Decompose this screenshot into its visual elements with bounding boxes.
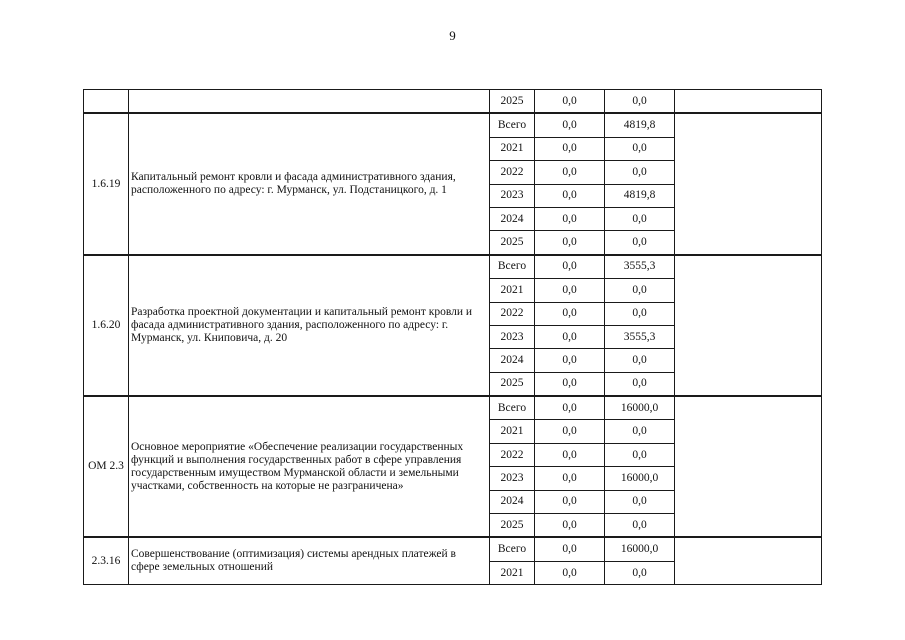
cell-year: 2021 bbox=[490, 561, 535, 584]
cell-value-2: 16000,0 bbox=[605, 537, 675, 561]
row-code: 2.3.16 bbox=[84, 537, 129, 584]
cell-value-1: 0,0 bbox=[535, 207, 605, 230]
cell-value-1: 0,0 bbox=[535, 490, 605, 513]
row-name bbox=[129, 90, 490, 114]
cell-year: 2021 bbox=[490, 137, 535, 160]
row-note bbox=[675, 537, 822, 584]
cell-year: Всего bbox=[490, 255, 535, 279]
cell-year: Всего bbox=[490, 113, 535, 137]
row-code: ОМ 2.3 bbox=[84, 396, 129, 537]
cell-year: 2021 bbox=[490, 420, 535, 443]
cell-year: Всего bbox=[490, 396, 535, 420]
cell-value-1: 0,0 bbox=[535, 231, 605, 255]
cell-value-1: 0,0 bbox=[535, 113, 605, 137]
page-number: 9 bbox=[449, 28, 456, 43]
cell-value-2: 4819,8 bbox=[605, 113, 675, 137]
cell-value-1: 0,0 bbox=[535, 537, 605, 561]
cell-value-1: 0,0 bbox=[535, 137, 605, 160]
cell-value-1: 0,0 bbox=[535, 372, 605, 396]
cell-value-2: 0,0 bbox=[605, 231, 675, 255]
cell-value-2: 3555,3 bbox=[605, 325, 675, 348]
cell-value-1: 0,0 bbox=[535, 325, 605, 348]
cell-value-2: 16000,0 bbox=[605, 467, 675, 490]
row-code: 1.6.19 bbox=[84, 113, 129, 254]
budget-table-body bbox=[84, 90, 822, 585]
cell-value-1: 0,0 bbox=[535, 184, 605, 207]
row-note bbox=[675, 255, 822, 396]
cell-value-2: 0,0 bbox=[605, 279, 675, 302]
cell-value-2: 16000,0 bbox=[605, 396, 675, 420]
cell-value-2: 3555,3 bbox=[605, 255, 675, 279]
row-name: Капитальный ремонт кровли и фасада административного здания, расположенного по адресу: г. Мурманск, ул. Подстаницкого, д. 1 bbox=[129, 113, 490, 254]
row-name: Разработка проектной документации и капитальный ремонт кровли и фасада административного здания, расположенного по адресу: г. Мурманск, ул. Книповича, д. 20 bbox=[129, 255, 490, 396]
cell-value-1: 0,0 bbox=[535, 90, 605, 114]
cell-value-1: 0,0 bbox=[535, 302, 605, 325]
cell-year: 2025 bbox=[490, 372, 535, 396]
row-code: 1.6.20 bbox=[84, 255, 129, 396]
table-row bbox=[84, 396, 822, 420]
row-name: Совершенствование (оптимизация) системы арендных платежей в сфере земельных отношений bbox=[129, 537, 490, 584]
row-note bbox=[675, 113, 822, 254]
cell-value-2: 0,0 bbox=[605, 420, 675, 443]
cell-value-1: 0,0 bbox=[535, 443, 605, 466]
cell-year: 2023 bbox=[490, 325, 535, 348]
cell-year: 2024 bbox=[490, 349, 535, 372]
cell-value-1: 0,0 bbox=[535, 514, 605, 538]
cell-value-2: 0,0 bbox=[605, 372, 675, 396]
table-row bbox=[84, 255, 822, 279]
cell-year: 2024 bbox=[490, 490, 535, 513]
cell-value-2: 0,0 bbox=[605, 561, 675, 584]
cell-year: 2022 bbox=[490, 161, 535, 184]
table-row bbox=[84, 537, 822, 561]
cell-value-2: 4819,8 bbox=[605, 184, 675, 207]
cell-year: 2022 bbox=[490, 443, 535, 466]
cell-value-1: 0,0 bbox=[535, 349, 605, 372]
cell-year: 2025 bbox=[490, 514, 535, 538]
cell-value-2: 0,0 bbox=[605, 443, 675, 466]
cell-value-2: 0,0 bbox=[605, 302, 675, 325]
cell-year: 2024 bbox=[490, 207, 535, 230]
cell-year: 2023 bbox=[490, 184, 535, 207]
cell-year: 2025 bbox=[490, 90, 535, 114]
cell-value-1: 0,0 bbox=[535, 255, 605, 279]
cell-value-1: 0,0 bbox=[535, 279, 605, 302]
cell-year: 2021 bbox=[490, 279, 535, 302]
cell-value-2: 0,0 bbox=[605, 490, 675, 513]
cell-value-2: 0,0 bbox=[605, 90, 675, 114]
cell-value-2: 0,0 bbox=[605, 349, 675, 372]
budget-table bbox=[83, 89, 822, 585]
cell-value-2: 0,0 bbox=[605, 207, 675, 230]
cell-value-1: 0,0 bbox=[535, 161, 605, 184]
row-note bbox=[675, 396, 822, 537]
row-note bbox=[675, 90, 822, 114]
row-name: Основное мероприятие «Обеспечение реализации государственных функций и выполнения государственных работ в сфере управления государственным имуществом Мурманской области и земельными участками, собственность на которые не разграничена» bbox=[129, 396, 490, 537]
cell-value-2: 0,0 bbox=[605, 514, 675, 538]
cell-year: Всего bbox=[490, 537, 535, 561]
cell-year: 2023 bbox=[490, 467, 535, 490]
cell-value-1: 0,0 bbox=[535, 467, 605, 490]
cell-value-2: 0,0 bbox=[605, 161, 675, 184]
table-row bbox=[84, 113, 822, 137]
cell-year: 2022 bbox=[490, 302, 535, 325]
row-code bbox=[84, 90, 129, 114]
table-row bbox=[84, 90, 822, 114]
cell-value-1: 0,0 bbox=[535, 561, 605, 584]
cell-year: 2025 bbox=[490, 231, 535, 255]
cell-value-1: 0,0 bbox=[535, 396, 605, 420]
cell-value-2: 0,0 bbox=[605, 137, 675, 160]
cell-value-1: 0,0 bbox=[535, 420, 605, 443]
